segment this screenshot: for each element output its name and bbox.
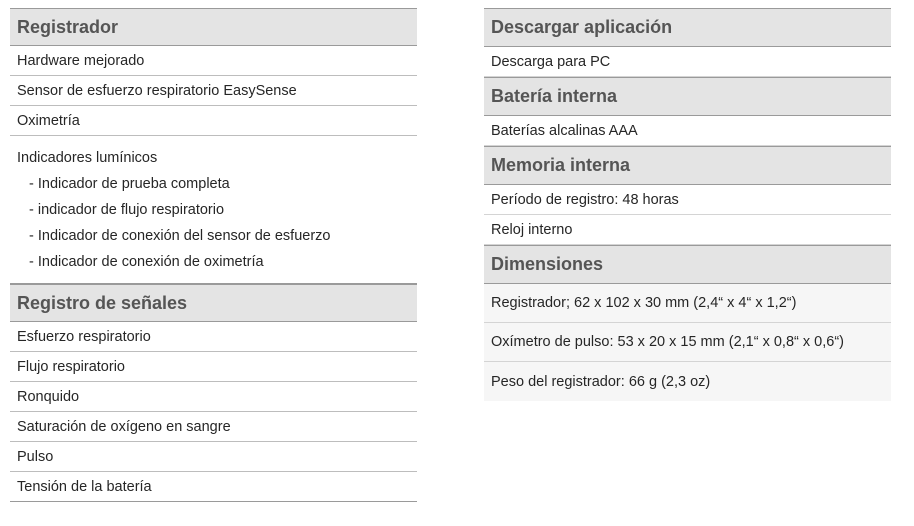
indicator-item: - Indicador de conexión del sensor de esfuerzo bbox=[29, 228, 331, 244]
indicator-item: - Indicador de prueba completa bbox=[29, 176, 230, 192]
spec-row: Hardware mejorado bbox=[10, 46, 417, 76]
left-spec-column bbox=[10, 8, 417, 502]
indicator-item: - Indicador de conexión de oximetría bbox=[29, 254, 264, 270]
spec-row: Ronquido bbox=[10, 382, 417, 412]
dimensiones-header: Dimensiones bbox=[484, 245, 891, 284]
indicators-title: Indicadores lumínicos bbox=[17, 150, 158, 166]
registrador-header: Registrador bbox=[10, 8, 417, 46]
spec-row: Flujo respiratorio bbox=[10, 352, 417, 382]
spec-row: Tensión de la batería bbox=[10, 472, 417, 502]
spec-row: Esfuerzo respiratorio bbox=[10, 322, 417, 352]
registro-senales-header: Registro de señales bbox=[10, 284, 417, 322]
spec-row: Saturación de oxígeno en sangre bbox=[10, 412, 417, 442]
spec-row: Descarga para PC bbox=[484, 47, 891, 77]
indicator-item: - indicador de flujo respiratorio bbox=[29, 202, 225, 218]
bateria-header: Batería interna bbox=[484, 77, 891, 116]
spec-row: Sensor de esfuerzo respiratorio EasySense bbox=[10, 76, 417, 106]
spec-row: Reloj interno bbox=[484, 215, 891, 245]
spec-row: Oximetría bbox=[10, 106, 417, 136]
right-spec-column bbox=[484, 8, 891, 401]
spec-row: Peso del registrador: 66 g (2,3 oz) bbox=[484, 362, 891, 401]
spec-row: Período de registro: 48 horas bbox=[484, 185, 891, 215]
spec-row: Registrador; 62 x 102 x 30 mm (2,4“ x 4“ x 1,2“) bbox=[484, 284, 891, 323]
spec-row: Baterías alcalinas AAA bbox=[484, 116, 891, 146]
spec-row: Pulso bbox=[10, 442, 417, 472]
spec-row: Oxímetro de pulso: 53 x 20 x 15 mm (2,1“ x 0,8“ x 0,6“) bbox=[484, 323, 891, 362]
indicators-block bbox=[10, 136, 417, 284]
memoria-header: Memoria interna bbox=[484, 146, 891, 185]
descargar-header: Descargar aplicación bbox=[484, 8, 891, 47]
